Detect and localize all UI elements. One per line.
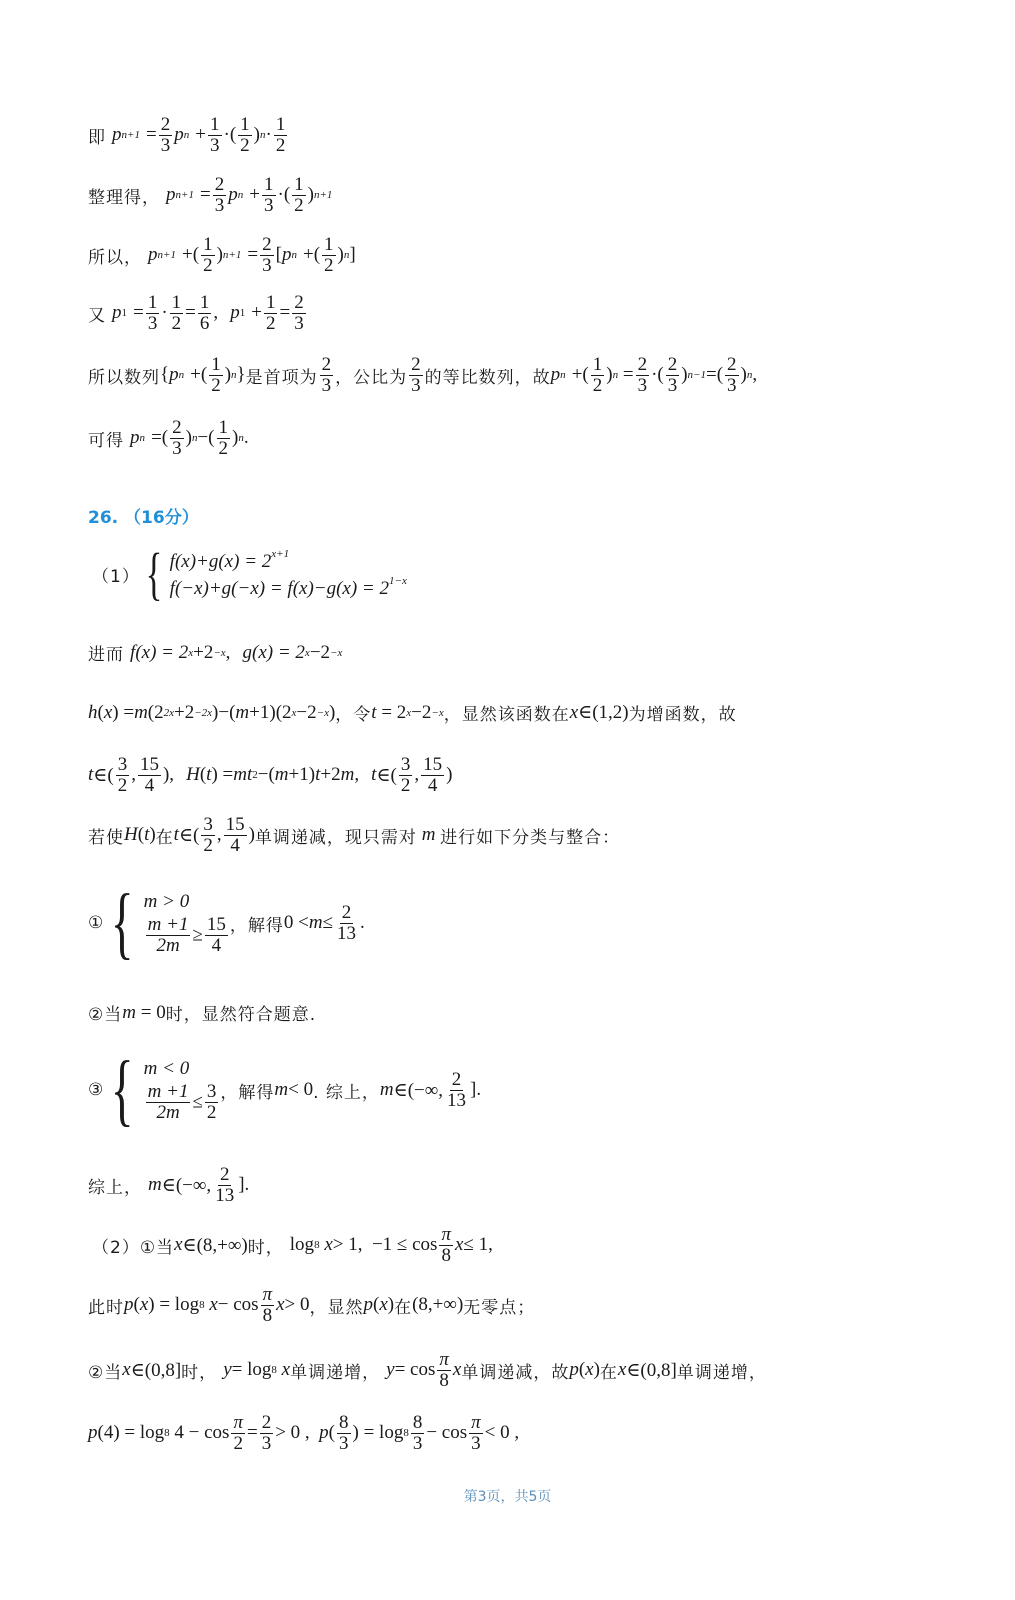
h-definition-line: h ( x ) = m (2 2x +2 −2x )−( m +1)(2 x −2 −x ) ，令 t = 2 x −2 −x ，显然该函数在 x ∈(1,2) 为增函数，故 [88,701,737,725]
text-prefix: 整理得， [88,187,160,208]
equation-line-4: 又 p 1 = $\frac{1}{3}$ · $\frac{1}{2}$ = $\frac{1}{6}$ , p 1 + $\frac{1}{2}$ = $\frac{2}{3}$ [88,292,304,334]
exponent: x+1 [271,548,290,560]
text: ，解得 [220,1082,275,1103]
part2-line-2: 此时 p ( x ) = log 8 x − cos $\frac{\pi}{8}$ x > 0 ，显然 p ( x ) 在 (8,+∞) 无零点； [88,1284,536,1326]
text: 单调递增， [290,1362,381,1383]
part2-line-1: （2）①当 x ∈(8,+∞) 时， log 8 x > 1, −1 ≤ cos $\frac{\pi}{8}$ x ≤ 1, [92,1224,493,1266]
text: 时， [181,1362,218,1383]
case-2: ②当 m = 0 时，显然符合题意. [88,1001,317,1025]
text: ，公比为 [335,367,408,388]
equation: f(−x)+g(−x) = f(x)−g(x) = 2 [169,578,390,599]
text: （2）①当 [92,1237,175,1258]
text: ，显然 [309,1297,364,1318]
equation: g(x) = 2 [242,641,305,663]
text: 在 [394,1297,413,1318]
text-prefix: 可得 [88,430,124,451]
t-range-line: t ∈( $\frac{3}{2}$ , $\frac{15}{4}$ ), H ( t ) = mt 2 −( m +1) t +2 m , t ∈( $\frac{3}{2}$ , $\frac{15}{4}$ ) [88,754,453,796]
exponent: 1−x [389,575,407,587]
text-prefix: 进而 [88,645,124,665]
condition: m > 0 [143,890,190,912]
text: 时，显然符合题意. [165,1005,317,1025]
text: 的等比数列，故 [424,367,551,388]
equation: f(x) = 2 [130,641,189,663]
text: . 综上， [313,1082,380,1103]
text: 综上， [88,1177,142,1198]
condition-line: 若使 H ( t ) 在 t ∈( $\frac{3}{2}$ , $\frac{15}{4}$ ) 单调递减，现只需对 m 进行如下分类与整合： [88,814,621,856]
text-prefix: 即 [88,127,106,148]
part-label: （1） [92,566,140,587]
condition: m < 0 [143,1057,190,1079]
text: 此时 [88,1297,124,1318]
fg-result-line: 进而 f(x) = 2 x +2 −x , g(x) = 2 x −2 −x [88,641,343,665]
text: 在 [599,1362,618,1383]
part1-system: （1） { $f(x)+g(x) = 2^{x+1}$ $f(-x)+g(-x) = f(x)-g(x) = 2^{1-x}$ [92,541,407,606]
case-1: ① { m > 0 $\frac{m +1}{2m}$ ≥ $\frac{15}{4}$ ，解得 0 < m ≤ $\frac{2}{13}$ . [88,879,365,967]
text-prefix: 又 [88,305,106,326]
text: 进行如下分类与整合： [440,827,621,848]
text: ，显然该函数在 [443,705,570,725]
summary-line: 综上， m ∈(−∞, $\frac{2}{13}$ ]. [88,1164,250,1206]
case-label: ③ [88,1080,104,1100]
text: ，解得 [229,915,284,936]
text: 所以数列 [88,367,160,388]
text: 单调递增， [676,1362,767,1383]
text: 为增函数，故 [628,705,737,725]
text: 时， [247,1237,284,1258]
equation-line-1: 即 p n+1 = $\frac{2}{3}$ p n + $\frac{1}{3}$ ·( $\frac{1}{2}$ ) n · $\frac{1}{2}$ [88,114,286,156]
case-3: ③ { m < 0 $\frac{m +1}{2m}$ ≤ $\frac{3}{2}$ ，解得 m < 0 . 综上， m ∈(−∞, $\frac{2}{13}$ ]. [88,1046,482,1134]
part2-line-4: p (4) = log 8 4 − cos $\frac{\pi}{2}$ = $\frac{2}{3}$ > 0 , p ( $\frac{8}{3}$ ) = log 8 $\frac{8}{3}$ − cos $\frac{\pi}{3}$ < 0 , [88,1412,520,1454]
text: 无零点； [463,1297,536,1318]
text: ②当 [88,1005,123,1025]
page-footer: 第3页，共5页 [463,1489,552,1505]
equation-line-2: 整理得， p n+1 = $\frac{2}{3}$ p n + $\frac{1}{3}$ ·( $\frac{1}{2}$ ) n+1 [88,174,333,216]
text: 是首项为 [245,367,318,388]
text: 在 [155,827,174,848]
text: 单调递减，故 [461,1362,570,1383]
text: 单调递减，现只需对 [254,827,417,848]
equation-line-6: 可得 p n =( $\frac{2}{3}$ ) n −( $\frac{1}{2}$ ) n . [88,417,249,459]
text: 若使 [88,827,124,848]
part2-line-3: ②当 x ∈(0,8] 时， y = log 8 x 单调递增， y = cos $\frac{\pi}{8}$ x 单调递减，故 p ( x ) 在 x ∈(0,8] 单调递增， [88,1349,767,1391]
equation-line-5: 所以数列 { p n +( $\frac{1}{2}$ ) n } 是首项为 $\frac{2}{3}$ ，公比为 $\frac{2}{3}$ 的等比数列，故 p n +( $\frac{1}{2}$ ) n = $\frac{2}{3}$ ·( $\frac{2}{3}$ ) n−1 =( $\frac{2}{3}$ ) n , [88,354,758,396]
text: ，令 [335,705,372,725]
question-heading: 26. （16分） [88,508,199,528]
case-label: ① [88,913,104,933]
text: ②当 [88,1362,123,1383]
equation: f(x)+g(x) = 2 [169,551,272,572]
equation-line-3: 所以， p n+1 +( $\frac{1}{2}$ ) n+1 = $\frac{2}{3}$ [ p n +( $\frac{1}{2}$ ) n ] [88,234,356,276]
text-prefix: 所以， [88,247,142,268]
